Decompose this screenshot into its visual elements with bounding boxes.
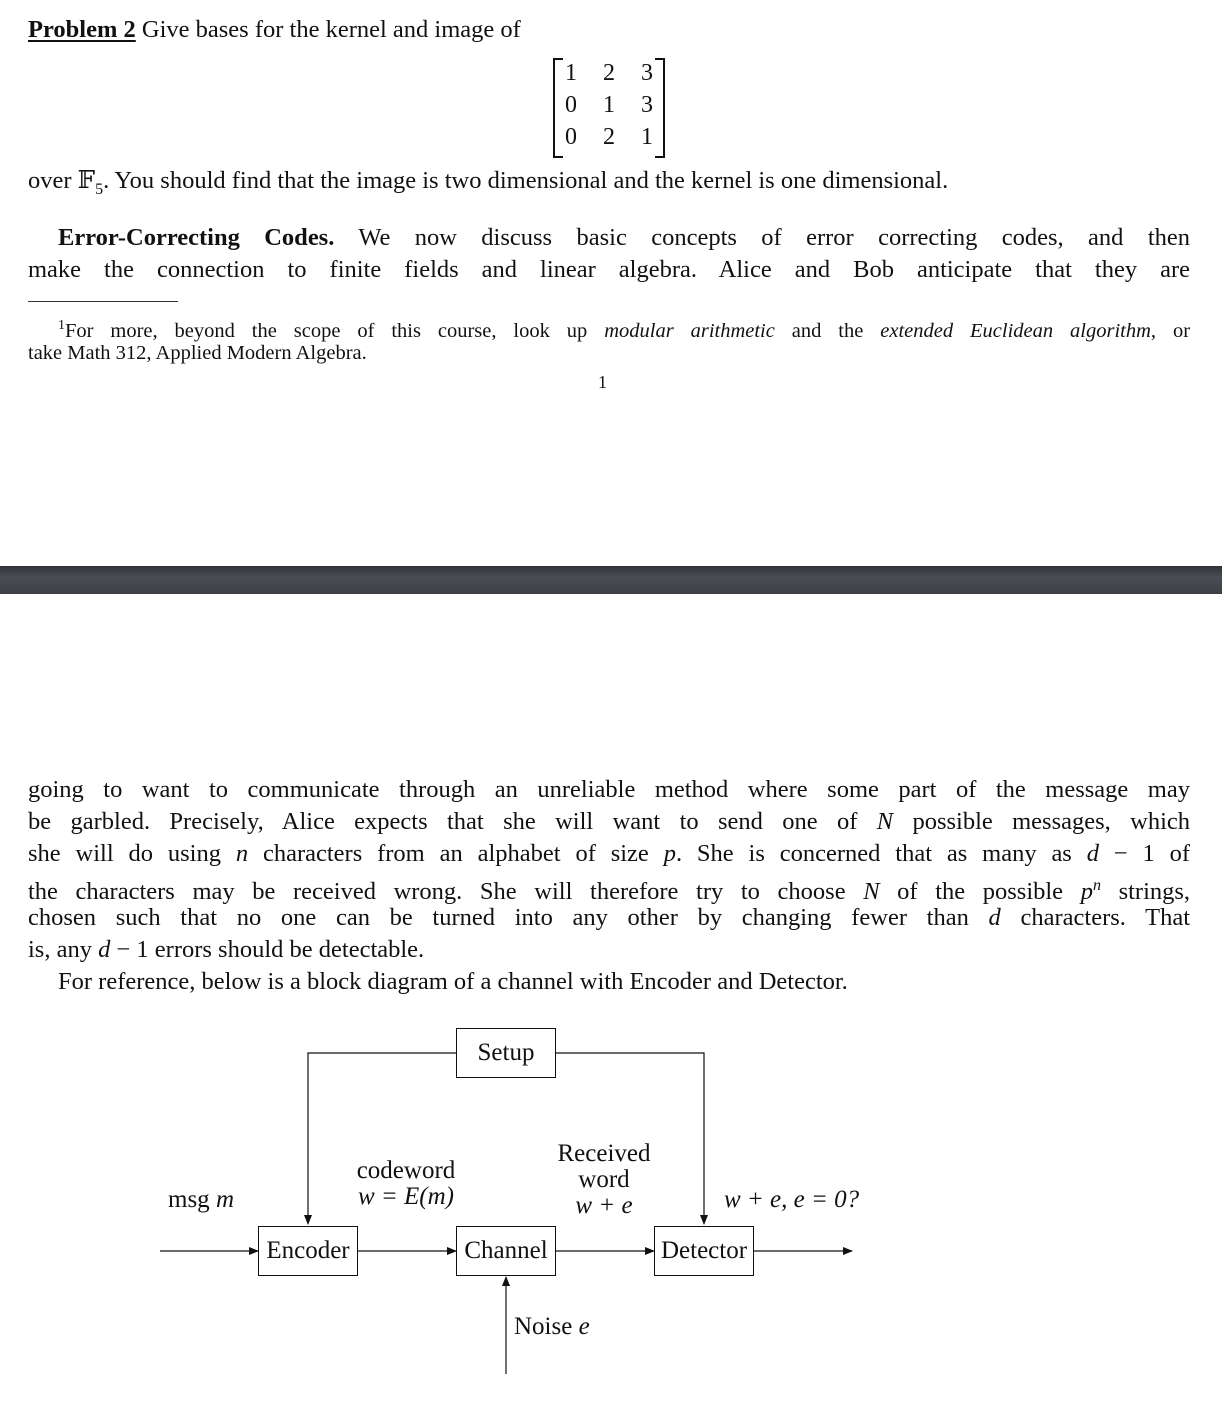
matrix-cell: 1: [641, 124, 653, 150]
field-symbol: 𝔽: [77, 167, 96, 194]
para-line7: For reference, below is a block diagram of a channel with Encoder and Detector.: [58, 968, 848, 995]
para-line4: the characters may be received wrong. She will therefore try to choose N of the possible $p^n$ strings,: [28, 877, 1191, 906]
footnote-mark: 1: [58, 318, 65, 333]
matrix-cell: 1: [603, 92, 615, 118]
section-para-line1: Error-Correcting Codes. We now discuss basic concepts of error correcting codes, and then: [58, 224, 1190, 251]
encoder-box: Encoder: [258, 1226, 358, 1276]
setup-box: Setup: [456, 1028, 556, 1078]
matrix-cell: 0: [565, 92, 577, 118]
codeword-label: codeword w = E(m): [356, 1157, 456, 1210]
para-line6: is, any d − 1 errors should be detectable.: [28, 936, 425, 963]
matrix: [553, 58, 665, 154]
para-line5: chosen such that no one can be turned into any other by changing fewer than d characters. That: [28, 904, 1191, 931]
footnote-rule: [28, 301, 178, 302]
para-line2: be garbled. Precisely, Alice expects that she will want to send one of N possible messages, which: [28, 808, 1191, 835]
matrix-cell: 2: [603, 124, 615, 150]
detector-condition-label: w + e, e = 0?: [724, 1186, 860, 1213]
problem-text: Give bases for the kernel and image of: [141, 16, 521, 43]
channel-box: Channel: [456, 1226, 556, 1276]
problem-label: Problem 2: [28, 16, 136, 43]
detector-box: Detector: [654, 1226, 754, 1276]
noise-label: Noise e: [514, 1313, 590, 1340]
matrix-cell: 0: [565, 124, 577, 150]
matrix-cell: 3: [641, 92, 653, 118]
para-line1: going to want to communicate through an unreliable method where some part of the message may: [28, 776, 1190, 803]
over-field-line: over 𝔽$_5$. You should find that the image is two dimensional and the kernel is one dimensional.: [28, 167, 949, 198]
page-1: [0, 0, 1222, 566]
matrix-cell: 1: [565, 60, 577, 86]
footnote-line2: take Math 312, Applied Modern Algebra.: [28, 342, 367, 364]
msg-label: msg m: [168, 1186, 234, 1213]
received-word-label: Received word w + e: [557, 1140, 651, 1219]
para-line3: she will do using n characters from an alphabet of size p. She is concerned that as many as d − 1 of: [28, 840, 1191, 867]
matrix-cell: 3: [641, 60, 653, 86]
section-para-line2: make the connection to finite fields and linear algebra. Alice and Bob anticipate that they are: [28, 256, 1190, 283]
problem-line: [28, 14, 1190, 46]
section-heading: Error-Correcting Codes.: [58, 224, 335, 251]
page-separator: [0, 566, 1222, 594]
footnote-line1: $^1$For more, beyond the scope of this course, look up modular arithmetic and the extended Euclidean algorithm, or: [58, 318, 1191, 342]
matrix-cell: 2: [603, 60, 615, 86]
page-number: 1: [598, 372, 607, 392]
